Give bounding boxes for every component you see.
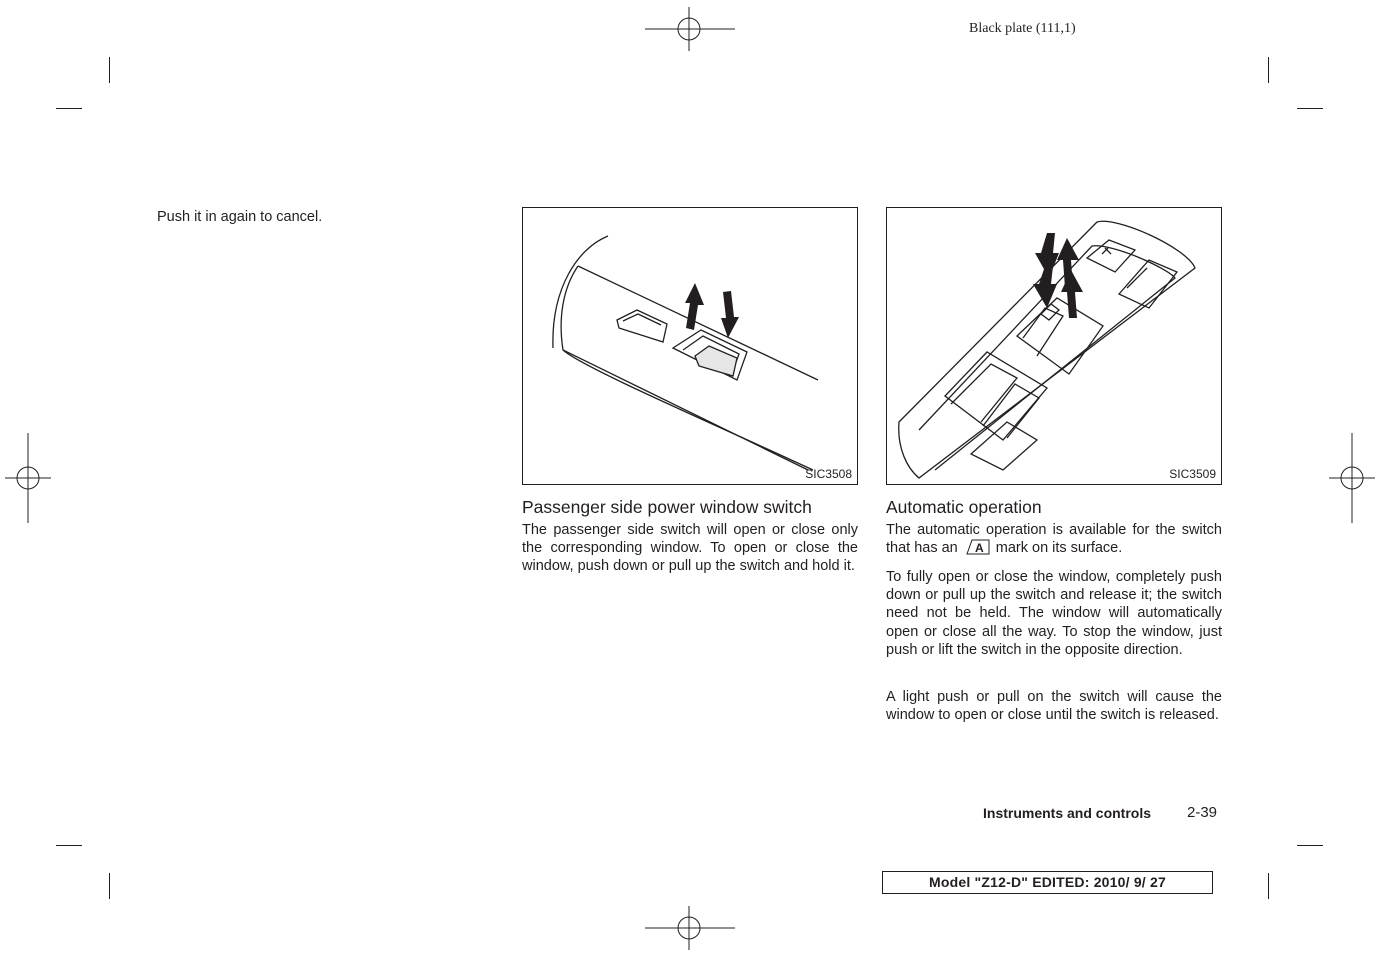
crop-mark-top-left-h [56,108,82,109]
section-heading: Passenger side power window switch [522,497,812,517]
model-edit-stamp: Model "Z12-D" EDITED: 2010/ 9/ 27 [882,871,1213,894]
auto-availability-text-end: mark on its surface. [995,540,1123,557]
passenger-switch-paragraph: The passenger side switch will open or close only the corresponding window. To open or close the window, push down or pull up the switch and hold it. [522,522,858,575]
auto-operation-paragraph: To fully open or close the window, completely push down or pull up the switch and release it; the switch need not be held. The window will automatically open or close all the way. To stop the window, just push or lift the switch in the opposite direction. [886,569,1222,658]
window-switch-illustration [523,208,857,484]
crop-mark-top-right-h [1297,108,1323,109]
auto-mark-icon [966,539,990,555]
registration-mark-icon [1329,433,1375,523]
light-push-paragraph: A light push or pull on the switch will cause the window to open or close until the switch is released. [886,689,1222,724]
crop-mark-bottom-left-h [56,845,82,846]
crop-mark-bottom-left-v [109,873,110,899]
crop-mark-bottom-right-h [1297,845,1323,846]
page-number: 2-39 [1187,804,1218,821]
figure-code: SIC3509 [1169,467,1216,481]
auto-mark-letter: A [974,541,984,556]
figure-automatic-switch [886,207,1222,485]
auto-availability-paragraph [886,521,1222,557]
registration-mark-icon [645,7,735,51]
window-switch-illustration [887,208,1221,484]
plate-label: Black plate (111,1) [969,21,1076,36]
crop-mark-top-left-v [109,57,110,83]
auto-availability-text: The automatic operation is available for the switch that has an [886,522,1222,557]
section-heading: Automatic operation [886,497,1042,517]
crop-mark-bottom-right-v [1268,873,1269,899]
cancel-instruction: Push it in again to cancel. [157,209,323,225]
figure-passenger-switch [522,207,858,485]
registration-mark-icon [645,906,735,950]
figure-code: SIC3508 [805,467,852,481]
registration-mark-icon [5,433,51,523]
footer-section-title: Instruments and controls [983,805,1152,821]
crop-mark-top-right-v [1268,57,1269,83]
